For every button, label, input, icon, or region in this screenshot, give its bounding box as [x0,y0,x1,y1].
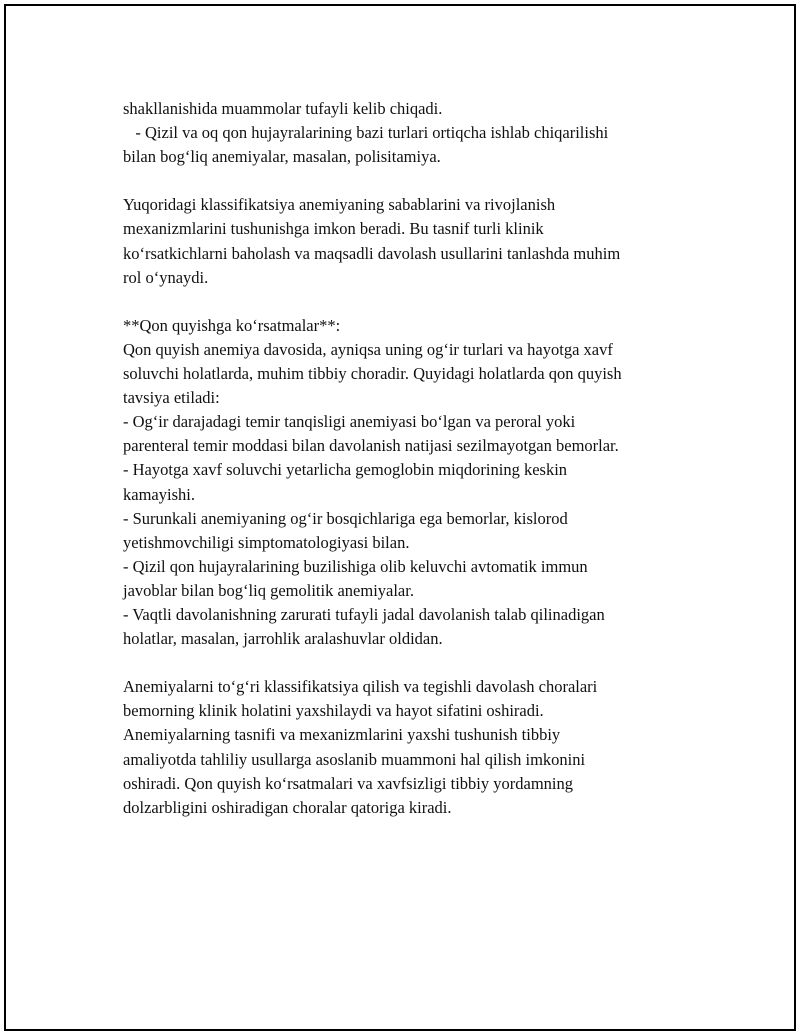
text-line: - Og‘ir darajadagi temir tanqisligi anemiyasi bo‘lgan va peroral yoki [123,412,576,432]
document-body [123,97,723,820]
text-line: oshiradi. Qon quyish ko‘rsatmalari va xavfsizligi tibbiy yordamning [123,773,574,793]
text-line: - Qizil qon hujayralarining buzilishiga olib keluvchi avtomatik immun [123,556,588,576]
text-line: amaliyotda tahliliy usullarga asoslanib muammoni hal qilish imkonini [123,749,586,769]
text-line: holatlar, masalan, jarrohlik aralashuvlar oldidan. [123,629,443,649]
blank-line [123,651,723,675]
text-line: parenteral temir moddasi bilan davolanish natijasi sezilmayotgan bemorlar. [123,436,619,456]
text-line: - Surunkali anemiyaning og‘ir bosqichlariga ega bemorlar, kislorod [123,508,568,528]
text-line: **Qon quyishga ko‘rsatmalar**: [123,315,341,335]
text-line: dolzarbligini oshiradigan choralar qatoriga kiradi. [123,797,452,817]
text-line: - Qizil va oq qon hujayralarining bazi turlari ortiqcha ishlab chiqarilishi [123,123,609,143]
text-line: Anemiyalarni to‘g‘ri klassifikatsiya qilish va tegishli davolash choralari [123,677,598,697]
blank-line [123,169,723,193]
text-line: - Vaqtli davolanishning zarurati tufayli jadal davolanish talab qilinadigan [123,604,605,624]
page-frame [4,4,796,1031]
text-line: - Hayotga xavf soluvchi yetarlicha gemoglobin miqdorining keskin [123,460,568,480]
text-line: kamayishi. [123,484,195,504]
text-line: ko‘rsatkichlarni baholash va maqsadli davolash usullarini tanlashda muhim [123,243,621,263]
text-line: rol o‘ynaydi. [123,267,209,287]
text-line: shakllanishida muammolar tufayli kelib chiqadi. [123,99,443,118]
text-line: bilan bog‘liq anemiyalar, masalan, polisitamiya. [123,147,441,167]
text-line: mexanizmlarini tushunishga imkon beradi. Bu tasnif turli klinik [123,219,544,239]
blank-line [123,290,723,314]
text-line: bemorning klinik holatini yaxshilaydi va hayot sifatini oshiradi. [123,701,544,721]
text-line: Anemiyalarning tasnifi va mexanizmlarini yaxshi tushunish tibbiy [123,725,561,745]
text-line: Qon quyish anemiya davosida, ayniqsa uning og‘ir turlari va hayotga xavf [123,339,613,359]
text-line: javoblar bilan bog‘liq gemolitik anemiyalar. [123,580,414,600]
text-line: Yuqoridagi klassifikatsiya anemiyaning sabablarini va rivojlanish [123,195,556,215]
text-line: soluvchi holatlarda, muhim tibbiy choradir. Quyidagi holatlarda qon quyish [123,364,622,384]
text-line: tavsiya etiladi: [123,388,220,408]
text-line: yetishmovchiligi simptomatologiyasi bilan. [123,532,410,552]
